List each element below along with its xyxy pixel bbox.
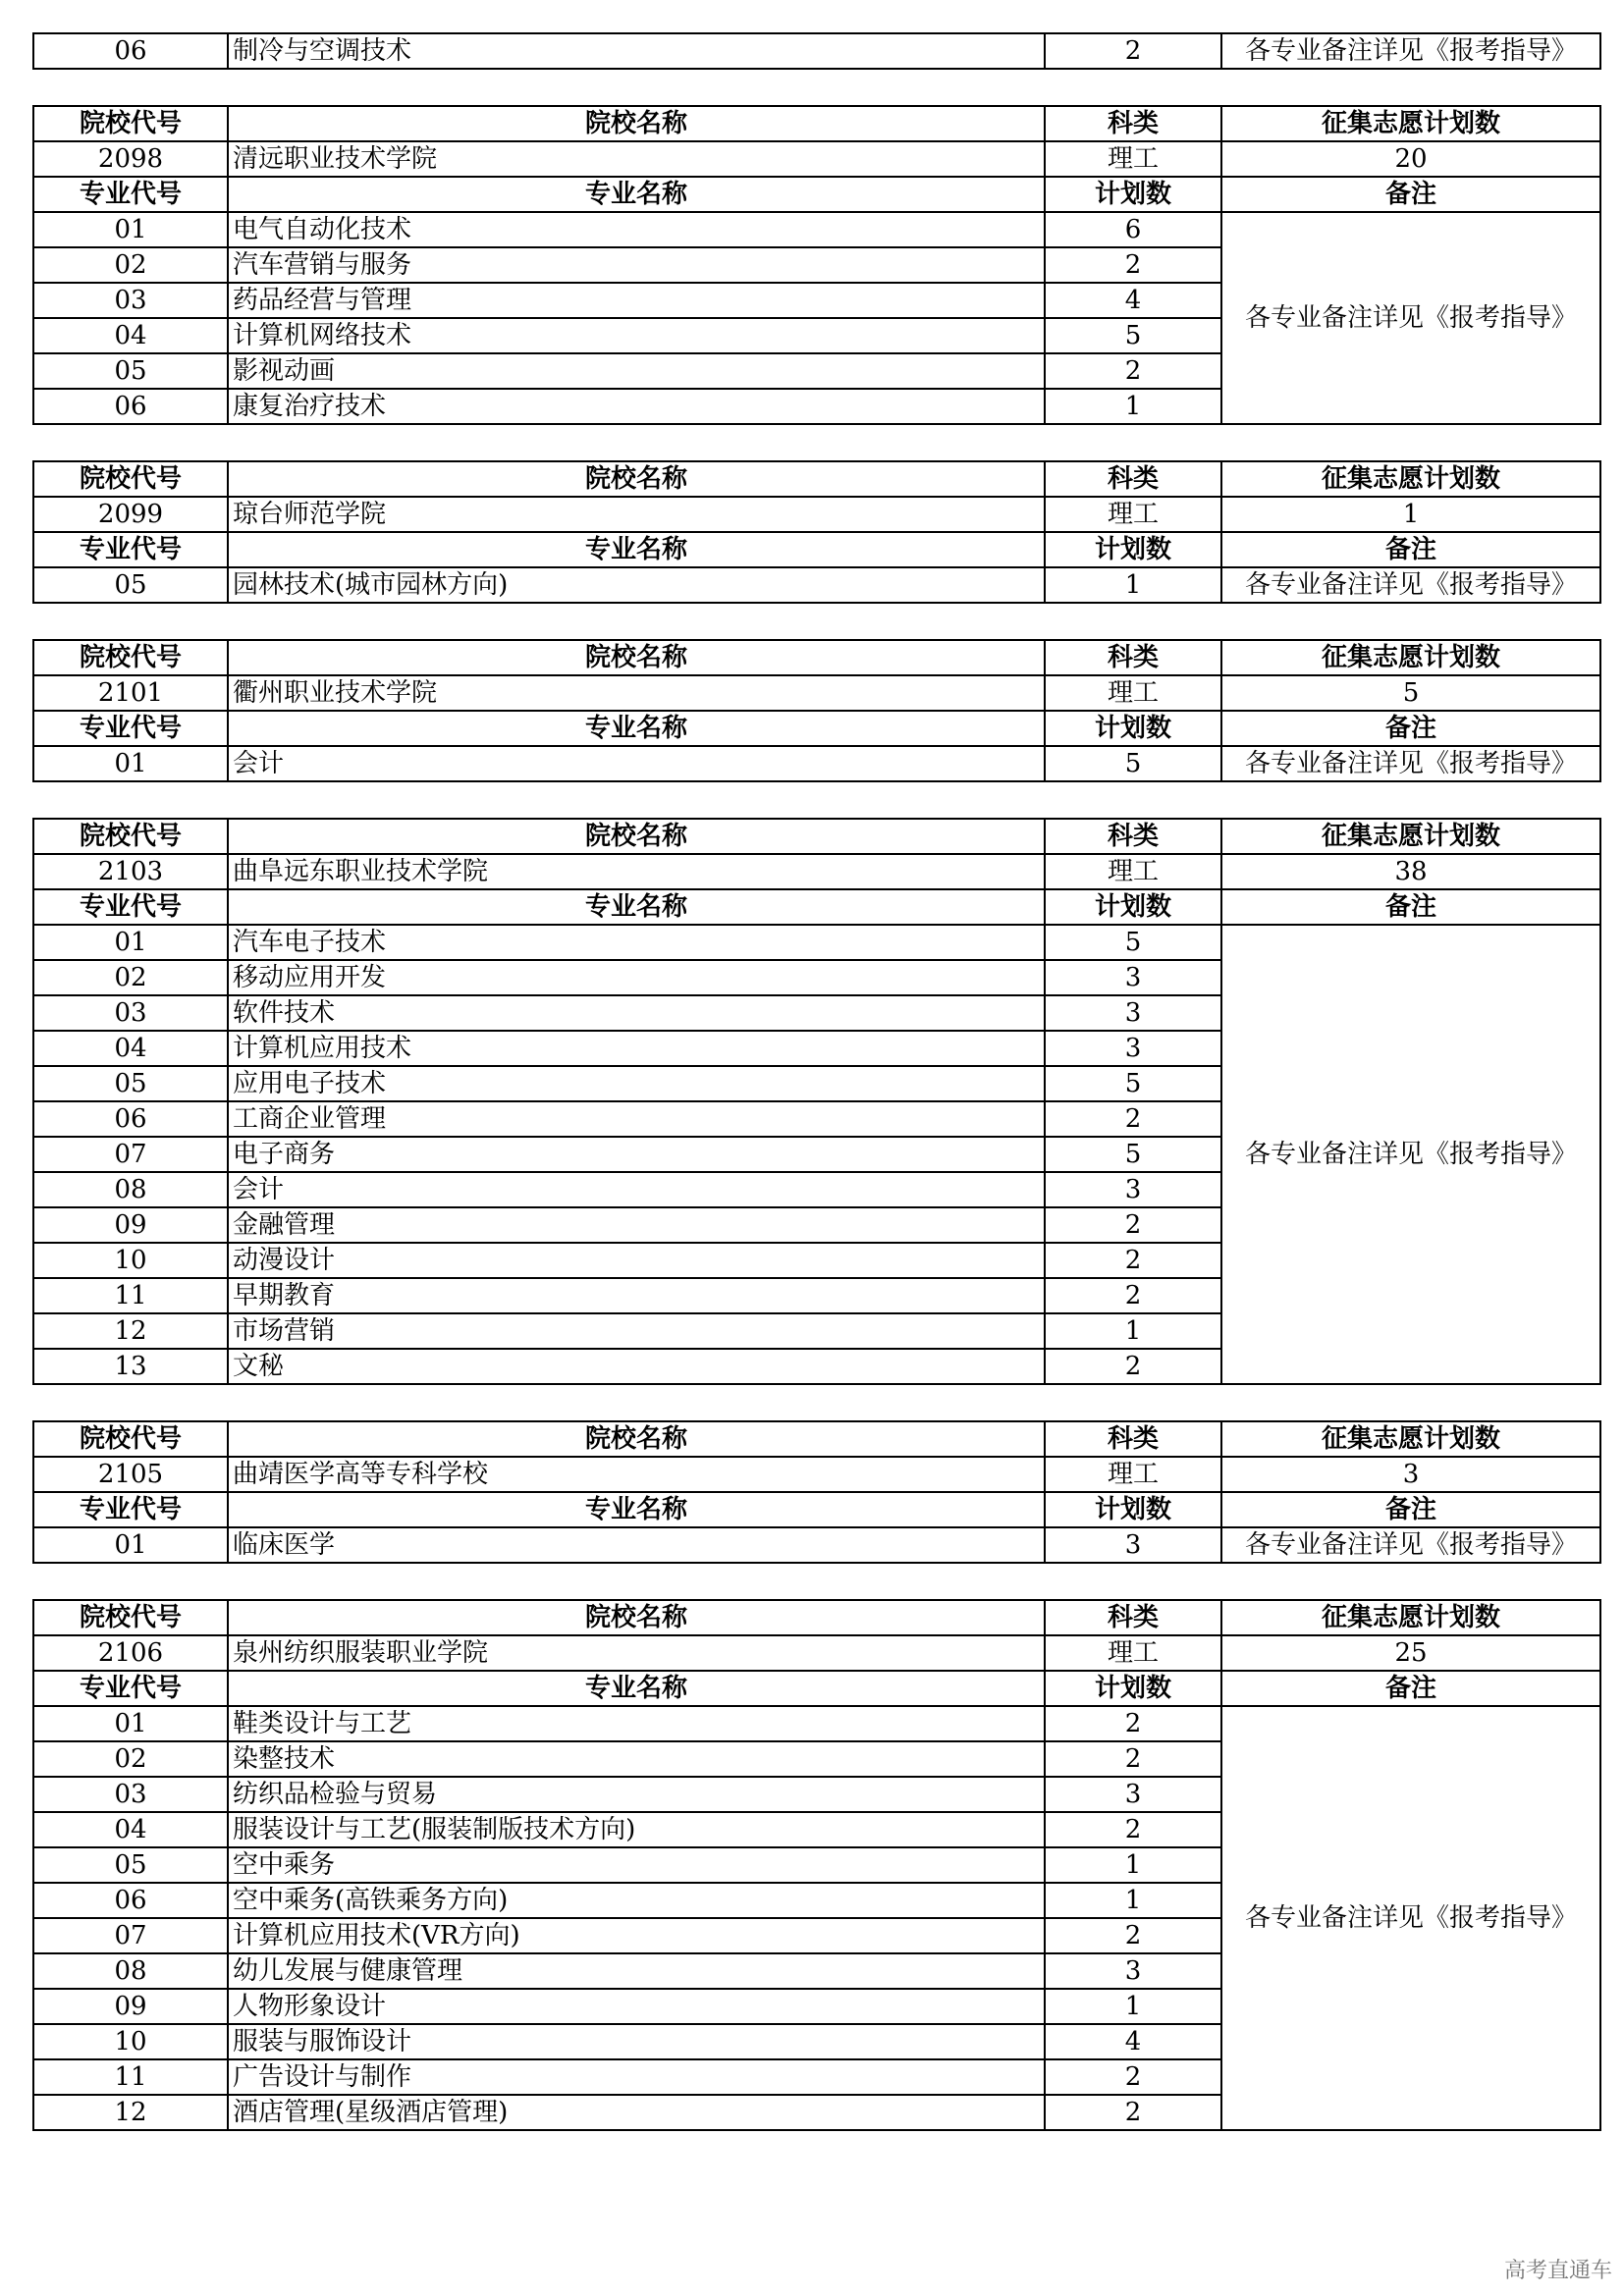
- plan-cell: 5: [1045, 746, 1221, 781]
- plan-header: 计划数: [1045, 177, 1221, 212]
- school-header-row: [33, 640, 1600, 675]
- school-code-cell: 2101: [33, 675, 228, 711]
- category-cell: 理工: [1045, 141, 1221, 177]
- quota-cell: 1: [1221, 497, 1600, 532]
- category-cell: 理工: [1045, 497, 1221, 532]
- plan-cell: 2: [1045, 353, 1221, 389]
- major-header-row: [33, 711, 1600, 746]
- plan-cell: 2: [1045, 1278, 1221, 1313]
- major-name-cell: 文秘: [228, 1349, 1045, 1384]
- school-table: [32, 460, 1601, 604]
- school-info-row: [33, 854, 1600, 889]
- plan-cell: 2: [1045, 1812, 1221, 1847]
- quota-header: 征集志愿计划数: [1221, 106, 1600, 141]
- note-cell: 各专业备注详见《报考指导》: [1221, 567, 1600, 603]
- major-name-cell: 纺织品检验与贸易: [228, 1777, 1045, 1812]
- major-header-row: [33, 889, 1600, 925]
- school-name-header: 院校名称: [228, 461, 1045, 497]
- major-name-cell: 汽车营销与服务: [228, 247, 1045, 283]
- major-name-cell: 会计: [228, 746, 1045, 781]
- plan-cell: 2: [1045, 1918, 1221, 1953]
- school-table: [32, 1599, 1601, 2131]
- major-code-header: 专业代号: [33, 889, 228, 925]
- major-code-cell: 10: [33, 2024, 228, 2059]
- major-code-cell: 01: [33, 746, 228, 781]
- major-name-cell: 计算机网络技术: [228, 318, 1045, 353]
- plan-cell: 3: [1045, 1953, 1221, 1989]
- major-code-cell: 06: [33, 1883, 228, 1918]
- major-code-cell: 12: [33, 1313, 228, 1349]
- school-code-header: 院校代号: [33, 1600, 228, 1635]
- major-code-cell: 09: [33, 1207, 228, 1243]
- major-code-cell: 02: [33, 1741, 228, 1777]
- plan-cell: 5: [1045, 925, 1221, 960]
- category-header: 科类: [1045, 819, 1221, 854]
- plan-cell: 2: [1045, 247, 1221, 283]
- major-code-cell: 01: [33, 925, 228, 960]
- school-header-row: [33, 106, 1600, 141]
- plan-cell: 1: [1045, 1847, 1221, 1883]
- category-cell: 理工: [1045, 854, 1221, 889]
- table-row: [33, 212, 1600, 247]
- major-code-cell: 01: [33, 212, 228, 247]
- school-header-row: [33, 461, 1600, 497]
- plan-header: 计划数: [1045, 889, 1221, 925]
- major-code-cell: 04: [33, 318, 228, 353]
- major-name-cell: 服装与服饰设计: [228, 2024, 1045, 2059]
- note-cell: 各专业备注详见《报考指导》: [1221, 746, 1600, 781]
- quota-cell: 5: [1221, 675, 1600, 711]
- major-name-cell: 市场营销: [228, 1313, 1045, 1349]
- category-header: 科类: [1045, 1600, 1221, 1635]
- school-name-header: 院校名称: [228, 1600, 1045, 1635]
- major-code-cell: 06: [33, 33, 228, 69]
- major-name-cell: 会计: [228, 1172, 1045, 1207]
- major-code-cell: 03: [33, 1777, 228, 1812]
- major-name-cell: 服装设计与工艺(服装制版技术方向): [228, 1812, 1045, 1847]
- plan-cell: 2: [1045, 1207, 1221, 1243]
- major-name-cell: 园林技术(城市园林方向): [228, 567, 1045, 603]
- major-name-cell: 移动应用开发: [228, 960, 1045, 995]
- quota-header: 征集志愿计划数: [1221, 640, 1600, 675]
- plan-cell: 5: [1045, 1137, 1221, 1172]
- major-name-cell: 计算机应用技术: [228, 1031, 1045, 1066]
- school-code-cell: 2103: [33, 854, 228, 889]
- major-name-cell: 计算机应用技术(VR方向): [228, 1918, 1045, 1953]
- major-name-cell: 药品经营与管理: [228, 283, 1045, 318]
- school-info-row: [33, 1457, 1600, 1492]
- note-header: 备注: [1221, 1671, 1600, 1706]
- major-code-cell: 05: [33, 1066, 228, 1101]
- plan-cell: 1: [1045, 1313, 1221, 1349]
- category-header: 科类: [1045, 1421, 1221, 1457]
- major-name-cell: 工商企业管理: [228, 1101, 1045, 1137]
- note-cell: 各专业备注详见《报考指导》: [1221, 925, 1600, 1384]
- plan-cell: 4: [1045, 283, 1221, 318]
- major-code-cell: 06: [33, 389, 228, 424]
- major-code-header: 专业代号: [33, 177, 228, 212]
- plan-cell: 3: [1045, 995, 1221, 1031]
- major-name-cell: 幼儿发展与健康管理: [228, 1953, 1045, 1989]
- school-name-cell: 曲靖医学高等专科学校: [228, 1457, 1045, 1492]
- major-code-header: 专业代号: [33, 1492, 228, 1527]
- school-header-row: [33, 819, 1600, 854]
- category-header: 科类: [1045, 106, 1221, 141]
- school-code-cell: 2098: [33, 141, 228, 177]
- major-name-cell: 人物形象设计: [228, 1989, 1045, 2024]
- major-code-cell: 08: [33, 1953, 228, 1989]
- major-code-header: 专业代号: [33, 532, 228, 567]
- major-name-cell: 制冷与空调技术: [228, 33, 1045, 69]
- major-code-cell: 01: [33, 1527, 228, 1563]
- major-name-cell: 金融管理: [228, 1207, 1045, 1243]
- school-name-cell: 琼台师范学院: [228, 497, 1045, 532]
- major-code-cell: 07: [33, 1918, 228, 1953]
- school-code-header: 院校代号: [33, 106, 228, 141]
- major-code-cell: 12: [33, 2095, 228, 2130]
- major-name-cell: 空中乘务: [228, 1847, 1045, 1883]
- note-header: 备注: [1221, 711, 1600, 746]
- school-code-cell: 2099: [33, 497, 228, 532]
- major-name-cell: 空中乘务(高铁乘务方向): [228, 1883, 1045, 1918]
- plan-cell: 6: [1045, 212, 1221, 247]
- major-name-cell: 汽车电子技术: [228, 925, 1045, 960]
- plan-cell: 3: [1045, 960, 1221, 995]
- school-table: [32, 105, 1601, 425]
- major-code-cell: 04: [33, 1812, 228, 1847]
- plan-cell: 3: [1045, 1031, 1221, 1066]
- plan-cell: 3: [1045, 1777, 1221, 1812]
- plan-header: 计划数: [1045, 532, 1221, 567]
- school-info-row: [33, 1635, 1600, 1671]
- plan-header: 计划数: [1045, 711, 1221, 746]
- note-header: 备注: [1221, 177, 1600, 212]
- table-row: [33, 1706, 1600, 1741]
- major-name-cell: 动漫设计: [228, 1243, 1045, 1278]
- school-name-header: 院校名称: [228, 819, 1045, 854]
- major-code-cell: 04: [33, 1031, 228, 1066]
- plan-cell: 2: [1045, 1101, 1221, 1137]
- school-name-cell: 曲阜远东职业技术学院: [228, 854, 1045, 889]
- top-continuation-table: [32, 32, 1601, 70]
- category-header: 科类: [1045, 640, 1221, 675]
- major-header-row: [33, 1671, 1600, 1706]
- major-name-header: 专业名称: [228, 177, 1045, 212]
- major-name-cell: 康复治疗技术: [228, 389, 1045, 424]
- plan-cell: 3: [1045, 1172, 1221, 1207]
- watermark-text: 高考直通车: [1503, 2259, 1612, 2283]
- quota-cell: 3: [1221, 1457, 1600, 1492]
- category-cell: 理工: [1045, 1457, 1221, 1492]
- quota-cell: 38: [1221, 854, 1600, 889]
- plan-cell: 2: [1045, 33, 1221, 69]
- major-code-cell: 05: [33, 567, 228, 603]
- major-code-cell: 10: [33, 1243, 228, 1278]
- school-blocks: [32, 105, 1599, 2131]
- plan-cell: 1: [1045, 1989, 1221, 2024]
- major-name-cell: 临床医学: [228, 1527, 1045, 1563]
- major-code-cell: 03: [33, 995, 228, 1031]
- school-code-cell: 2105: [33, 1457, 228, 1492]
- school-table: [32, 639, 1601, 782]
- major-name-header: 专业名称: [228, 711, 1045, 746]
- school-info-row: [33, 141, 1600, 177]
- plan-cell: 2: [1045, 1243, 1221, 1278]
- category-cell: 理工: [1045, 675, 1221, 711]
- plan-cell: 2: [1045, 1706, 1221, 1741]
- school-name-header: 院校名称: [228, 1421, 1045, 1457]
- quota-header: 征集志愿计划数: [1221, 461, 1600, 497]
- quota-cell: 20: [1221, 141, 1600, 177]
- note-cell: 各专业备注详见《报考指导》: [1221, 1527, 1600, 1563]
- school-code-header: 院校代号: [33, 1421, 228, 1457]
- major-name-cell: 软件技术: [228, 995, 1045, 1031]
- major-name-cell: 染整技术: [228, 1741, 1045, 1777]
- note-cell: 各专业备注详见《报考指导》: [1221, 33, 1600, 69]
- school-table: [32, 1420, 1601, 1564]
- school-table: [32, 818, 1601, 1385]
- plan-header: 计划数: [1045, 1671, 1221, 1706]
- major-name-cell: 电气自动化技术: [228, 212, 1045, 247]
- plan-cell: 4: [1045, 2024, 1221, 2059]
- school-header-row: [33, 1600, 1600, 1635]
- school-code-header: 院校代号: [33, 819, 228, 854]
- plan-cell: 2: [1045, 1349, 1221, 1384]
- school-code-header: 院校代号: [33, 461, 228, 497]
- major-name-cell: 鞋类设计与工艺: [228, 1706, 1045, 1741]
- quota-header: 征集志愿计划数: [1221, 1421, 1600, 1457]
- school-name-cell: 泉州纺织服装职业学院: [228, 1635, 1045, 1671]
- note-header: 备注: [1221, 1492, 1600, 1527]
- school-code-cell: 2106: [33, 1635, 228, 1671]
- major-code-header: 专业代号: [33, 1671, 228, 1706]
- major-code-cell: 08: [33, 1172, 228, 1207]
- note-header: 备注: [1221, 889, 1600, 925]
- major-code-cell: 07: [33, 1137, 228, 1172]
- school-name-header: 院校名称: [228, 106, 1045, 141]
- plan-header: 计划数: [1045, 1492, 1221, 1527]
- major-code-cell: 02: [33, 960, 228, 995]
- major-code-cell: 11: [33, 2059, 228, 2095]
- table-row: [33, 925, 1600, 960]
- plan-cell: 2: [1045, 1741, 1221, 1777]
- quota-cell: 25: [1221, 1635, 1600, 1671]
- school-code-header: 院校代号: [33, 640, 228, 675]
- major-code-cell: 01: [33, 1706, 228, 1741]
- plan-cell: 1: [1045, 1883, 1221, 1918]
- note-cell: 各专业备注详见《报考指导》: [1221, 212, 1600, 424]
- plan-cell: 2: [1045, 2095, 1221, 2130]
- major-name-cell: 影视动画: [228, 353, 1045, 389]
- school-name-cell: 清远职业技术学院: [228, 141, 1045, 177]
- major-name-cell: 广告设计与制作: [228, 2059, 1045, 2095]
- major-code-cell: 03: [33, 283, 228, 318]
- major-code-cell: 02: [33, 247, 228, 283]
- school-info-row: [33, 675, 1600, 711]
- major-header-row: [33, 1492, 1600, 1527]
- note-cell: 各专业备注详见《报考指导》: [1221, 1706, 1600, 2130]
- major-name-cell: 早期教育: [228, 1278, 1045, 1313]
- major-name-cell: 电子商务: [228, 1137, 1045, 1172]
- major-header-row: [33, 532, 1600, 567]
- quota-header: 征集志愿计划数: [1221, 1600, 1600, 1635]
- major-code-cell: 06: [33, 1101, 228, 1137]
- major-code-cell: 09: [33, 1989, 228, 2024]
- major-code-cell: 05: [33, 1847, 228, 1883]
- table-row: [33, 567, 1600, 603]
- document-page: [32, 32, 1599, 2166]
- major-name-header: 专业名称: [228, 1492, 1045, 1527]
- major-header-row: [33, 177, 1600, 212]
- table-row: [33, 746, 1600, 781]
- plan-cell: 1: [1045, 389, 1221, 424]
- plan-cell: 5: [1045, 1066, 1221, 1101]
- school-name-cell: 衢州职业技术学院: [228, 675, 1045, 711]
- plan-cell: 1: [1045, 567, 1221, 603]
- school-header-row: [33, 1421, 1600, 1457]
- major-name-header: 专业名称: [228, 889, 1045, 925]
- major-name-header: 专业名称: [228, 1671, 1045, 1706]
- table-row: [33, 1527, 1600, 1563]
- school-name-header: 院校名称: [228, 640, 1045, 675]
- school-info-row: [33, 497, 1600, 532]
- major-code-header: 专业代号: [33, 711, 228, 746]
- note-header: 备注: [1221, 532, 1600, 567]
- table-row: [33, 33, 1600, 69]
- plan-cell: 5: [1045, 318, 1221, 353]
- major-code-cell: 05: [33, 353, 228, 389]
- quota-header: 征集志愿计划数: [1221, 819, 1600, 854]
- major-code-cell: 13: [33, 1349, 228, 1384]
- plan-cell: 3: [1045, 1527, 1221, 1563]
- category-cell: 理工: [1045, 1635, 1221, 1671]
- major-code-cell: 11: [33, 1278, 228, 1313]
- major-name-cell: 应用电子技术: [228, 1066, 1045, 1101]
- major-name-header: 专业名称: [228, 532, 1045, 567]
- major-name-cell: 酒店管理(星级酒店管理): [228, 2095, 1045, 2130]
- plan-cell: 2: [1045, 2059, 1221, 2095]
- category-header: 科类: [1045, 461, 1221, 497]
